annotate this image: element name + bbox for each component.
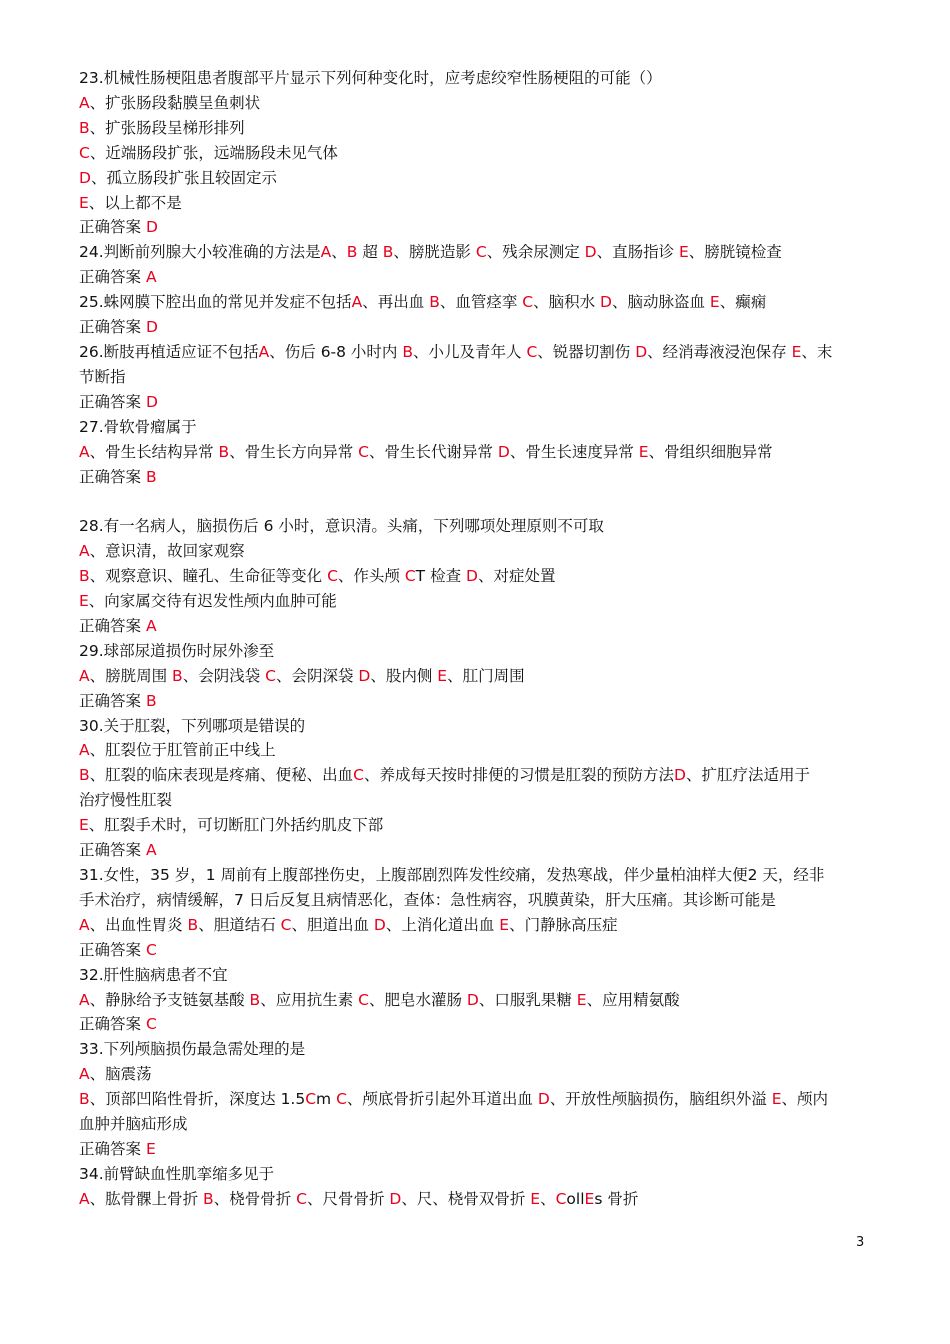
line-text: 、桡骨骨折 <box>213 1189 297 1208</box>
line-text: 、血管痉挛 <box>439 293 523 312</box>
line-text: 、会阴深袋 <box>275 666 359 685</box>
answer-line <box>79 1137 874 1162</box>
answer-line <box>79 938 874 963</box>
option-letter: A <box>79 666 90 685</box>
line-text: 、颅内 <box>781 1090 829 1109</box>
line-text: 27.骨软骨瘤属于 <box>79 417 197 436</box>
line-text: 、残余尿测定 <box>486 243 585 262</box>
line-text: 24.判断前列腺大小较准确的方法是 <box>79 243 321 262</box>
option-letter: D <box>674 766 686 785</box>
question-line <box>79 1112 874 1137</box>
line-text: 正确答案 <box>79 1139 146 1158</box>
line-text: 、口服乳果糖 <box>478 990 577 1009</box>
line-text: 正确答案 <box>79 1015 146 1034</box>
option-letter: E <box>79 592 89 611</box>
question-line <box>79 714 874 739</box>
line-text: 、作头颅 <box>337 567 405 586</box>
option-letter: C <box>522 293 534 312</box>
answer-line <box>79 689 874 714</box>
line-text: 、对症处置 <box>477 567 556 586</box>
option-line <box>79 913 874 938</box>
option-letter: E <box>584 1189 595 1208</box>
line-text: 、伤后 6-8 小时内 <box>269 342 403 361</box>
option-line <box>79 664 874 689</box>
line-text: 29.球部尿道损伤时尿外渗至 <box>79 641 275 660</box>
line-text: 、以上都不是 <box>88 193 182 212</box>
line-text: 正确答案 <box>79 841 146 860</box>
option-letter: C <box>526 342 538 361</box>
question-line <box>79 888 874 913</box>
option-letter: C <box>404 567 416 586</box>
line-text: 、膀胱周围 <box>89 666 173 685</box>
line-text: 、肛门周围 <box>447 666 525 685</box>
option-letter: A <box>79 93 90 112</box>
line-text: 、应用抗生素 <box>260 990 359 1009</box>
option-letter: B <box>203 1189 214 1208</box>
option-line <box>79 988 874 1013</box>
question-line <box>79 788 874 813</box>
question-line <box>79 240 874 265</box>
option-line <box>79 738 874 763</box>
line-text: 、小儿及青年人 <box>413 342 527 361</box>
line-text: 正确答案 <box>79 268 146 287</box>
line-text: 治疗慢性肛裂 <box>79 791 173 810</box>
option-letter: E <box>79 193 89 212</box>
question-line <box>79 290 874 315</box>
line-text: 正确答案 <box>79 392 146 411</box>
line-text: 、骨组织细胞异常 <box>648 442 773 461</box>
line-text: 25.蛛网膜下腔出血的常见并发症不包括 <box>79 293 352 312</box>
line-text: 31.女性，35 岁，1 周前有上腹部挫伤史，上腹部剧烈阵发性绞痛，发热寒战，伴少量柏油样大便2 天，经非 <box>79 865 825 884</box>
line-text: 、养成每天按时排便的习惯是肛裂的预防方法 <box>363 766 674 785</box>
option-letter: D <box>145 218 158 237</box>
line-text: 、尺、桡骨双骨折 <box>401 1189 531 1208</box>
line-text: 、 <box>540 1189 556 1208</box>
option-letter: A <box>145 268 157 287</box>
line-text: 节断指 <box>79 367 126 386</box>
option-line <box>79 166 874 191</box>
option-letter: E <box>679 243 689 262</box>
option-letter: B <box>79 118 90 137</box>
option-letter: A <box>79 741 90 760</box>
option-line <box>79 564 874 589</box>
question-line <box>79 365 874 390</box>
answer-line <box>79 265 874 290</box>
question-line <box>79 415 874 440</box>
line-text: 、骨生长代谢异常 <box>368 442 498 461</box>
line-text: 正确答案 <box>79 616 146 635</box>
line-text: 、肱骨髁上骨折 <box>89 1189 204 1208</box>
question-line <box>79 340 874 365</box>
option-letter: E <box>499 915 510 934</box>
option-letter: E <box>530 1189 541 1208</box>
line-text: 、末 <box>801 342 833 361</box>
option-line <box>79 1187 874 1212</box>
option-letter: B <box>382 243 394 262</box>
option-letter: B <box>402 342 414 361</box>
line-text: 、 <box>331 243 347 262</box>
option-letter: B <box>145 467 157 486</box>
line-text: 、肥皂水灌肠 <box>368 990 467 1009</box>
line-text: 、肛裂的临床表现是疼痛、便秘、出血 <box>89 766 354 785</box>
option-letter: B <box>187 915 199 934</box>
line-text: 正确答案 <box>79 218 146 237</box>
line-text: s 骨折 <box>594 1189 639 1208</box>
option-letter: E <box>709 293 720 312</box>
line-text: 、脑震荡 <box>89 1065 152 1084</box>
line-text: 、扩张肠段黏膜呈鱼刺状 <box>89 93 261 112</box>
option-letter: A <box>320 243 332 262</box>
line-text: 、骨生长结构异常 <box>89 442 219 461</box>
option-letter: A <box>79 542 90 561</box>
line-text: 32.肝性脑病患者不宜 <box>79 965 228 984</box>
question-line <box>79 514 874 539</box>
page-number: 3 <box>856 1235 865 1250</box>
option-letter: D <box>635 342 648 361</box>
option-line <box>79 440 874 465</box>
line-text: 、孤立肠段扩张且较固定示 <box>90 168 277 187</box>
answer-line <box>79 838 874 863</box>
option-letter: C <box>265 666 276 685</box>
line-text: 超 <box>357 243 383 262</box>
line-text: 正确答案 <box>79 467 146 486</box>
option-letter: D <box>389 1189 402 1208</box>
option-letter: B <box>429 293 440 312</box>
option-letter: C <box>358 442 369 461</box>
answer-line <box>79 614 874 639</box>
line-text: 、上消化道出血 <box>385 915 500 934</box>
line-text: 、扩肛疗法适用于 <box>685 766 810 785</box>
line-text: 、胆道结石 <box>198 915 281 934</box>
option-letter: E <box>145 1139 156 1158</box>
document-body <box>79 66 874 1212</box>
option-letter: A <box>351 293 363 312</box>
line-text: 、开放性颅脑损伤，脑组织外溢 <box>549 1090 772 1109</box>
option-letter: B <box>218 442 230 461</box>
option-letter: B <box>346 243 358 262</box>
line-text: 、膀胱造影 <box>393 243 476 262</box>
line-text: 、意识清，故回家观察 <box>89 542 245 561</box>
line-text: 血肿并脑疝形成 <box>79 1115 188 1134</box>
answer-line <box>79 215 874 240</box>
question-line <box>79 639 874 664</box>
option-line <box>79 813 874 838</box>
option-letter: C <box>555 1189 567 1208</box>
option-line <box>79 116 874 141</box>
option-letter: D <box>466 567 478 586</box>
option-letter: B <box>79 1090 90 1109</box>
option-letter: D <box>358 666 371 685</box>
line-text: 、颅底骨折引起外耳道出血 <box>346 1090 538 1109</box>
line-text: oll <box>566 1189 585 1208</box>
line-text: 、锐器切割伤 <box>537 342 636 361</box>
option-letter: B <box>145 691 157 710</box>
option-letter: D <box>584 243 597 262</box>
option-letter: E <box>79 816 89 835</box>
option-letter: B <box>172 666 183 685</box>
option-letter: D <box>537 1090 550 1109</box>
line-text: 、向家属交待有迟发性颅内血肿可能 <box>88 592 337 611</box>
line-text: 、癫痫 <box>719 293 767 312</box>
line-text: 34.前臂缺血性肌挛缩多见于 <box>79 1164 275 1183</box>
line-text: m <box>316 1090 337 1109</box>
option-letter: A <box>79 442 90 461</box>
line-text: 、应用精氨酸 <box>586 990 680 1009</box>
option-letter: D <box>600 293 612 312</box>
line-text: 33.下列颅脑损伤最急需处理的是 <box>79 1040 306 1059</box>
option-letter: D <box>145 392 158 411</box>
option-letter: B <box>249 990 261 1009</box>
line-text: 、骨生长速度异常 <box>509 442 639 461</box>
line-text: 、胆道出血 <box>291 915 374 934</box>
line-text: 手术治疗，病情缓解，7 日后反复且病情恶化，查体：急性病容，巩膜黄染，肝大压痛。其诊断可能是 <box>79 890 776 909</box>
option-letter: C <box>79 143 90 162</box>
line-text: 正确答案 <box>79 940 146 959</box>
option-letter: C <box>327 567 338 586</box>
option-letter: B <box>79 766 90 785</box>
option-letter: A <box>145 841 157 860</box>
option-letter: E <box>791 342 802 361</box>
line-text: 、观察意识、瞳孔、生命征等变化 <box>89 567 328 586</box>
question-line <box>79 66 874 91</box>
option-letter: C <box>280 915 292 934</box>
line-text: 、膀胱镜检查 <box>688 243 782 262</box>
option-letter: D <box>79 168 91 187</box>
option-letter: C <box>296 1189 307 1208</box>
line-text: 、脑积水 <box>533 293 601 312</box>
line-text: 、门静脉高压症 <box>509 915 618 934</box>
line-text: 30.关于肛裂，下列哪项是错误的 <box>79 716 306 735</box>
line-text: 26.断肢再植适应证不包括 <box>79 342 259 361</box>
line-text: 、再出血 <box>362 293 430 312</box>
option-letter: A <box>79 1189 90 1208</box>
question-line <box>79 963 874 988</box>
line-text: 、出血性胃炎 <box>89 915 188 934</box>
answer-line <box>79 315 874 340</box>
option-letter: A <box>79 1065 90 1084</box>
option-letter: A <box>258 342 270 361</box>
line-text: 、会阴浅袋 <box>182 666 266 685</box>
option-letter: E <box>771 1090 782 1109</box>
answer-line <box>79 1012 874 1037</box>
line-text: 、尺骨骨折 <box>306 1189 390 1208</box>
blank-line <box>79 489 874 514</box>
line-text: 、股内侧 <box>370 666 438 685</box>
line-text: 28.有一名病人，脑损伤后 6 小时，意识清。头痛，下列哪项处理原则不可取 <box>79 517 604 536</box>
line-text: 、经消毒液浸泡保存 <box>647 342 792 361</box>
line-text: 、静脉给予支链氨基酸 <box>89 990 250 1009</box>
option-line <box>79 191 874 216</box>
option-letter: E <box>638 442 649 461</box>
option-line <box>79 1087 874 1112</box>
option-letter: B <box>79 567 90 586</box>
line-text: 23.机械性肠梗阻患者腹部平片显示下列何种变化时，应考虑绞窄性肠梗阻的可能（） <box>79 69 662 87</box>
option-letter: E <box>437 666 448 685</box>
line-text: 、直肠指诊 <box>596 243 679 262</box>
option-letter: C <box>336 1090 347 1109</box>
option-letter: D <box>497 442 510 461</box>
option-letter: C <box>358 990 369 1009</box>
option-letter: C <box>145 940 157 959</box>
option-letter: C <box>475 243 487 262</box>
option-letter: C <box>353 766 364 785</box>
line-text: 、顶部凹陷性骨折，深度达 1.5 <box>89 1090 306 1109</box>
answer-line <box>79 390 874 415</box>
option-line <box>79 91 874 116</box>
option-letter: A <box>145 616 157 635</box>
line-text: 正确答案 <box>79 691 146 710</box>
option-letter: C <box>145 1015 157 1034</box>
line-text: 、骨生长方向异常 <box>229 442 359 461</box>
option-letter: A <box>79 915 90 934</box>
question-line <box>79 1037 874 1062</box>
line-text: 正确答案 <box>79 318 146 337</box>
line-text: 、近端肠段扩张，远端肠段未见气体 <box>89 143 338 162</box>
line-text: 、扩张肠段呈梯形排列 <box>89 118 245 137</box>
option-letter: D <box>145 318 158 337</box>
answer-line <box>79 465 874 490</box>
line-text: 、肛裂手术时，可切断肛门外括约肌皮下部 <box>88 816 384 835</box>
option-line <box>79 763 874 788</box>
line-text: 、肛裂位于肛管前正中线上 <box>89 741 276 760</box>
option-line <box>79 141 874 166</box>
option-letter: A <box>79 990 90 1009</box>
line-text: T 检查 <box>415 567 466 586</box>
option-line <box>79 1062 874 1087</box>
option-letter: D <box>466 990 479 1009</box>
option-letter: C <box>305 1090 317 1109</box>
option-line <box>79 539 874 564</box>
option-letter: E <box>576 990 587 1009</box>
question-line <box>79 863 874 888</box>
option-line <box>79 589 874 614</box>
question-line <box>79 1162 874 1187</box>
line-text: 、脑动脉盗血 <box>611 293 710 312</box>
option-letter: D <box>373 915 386 934</box>
